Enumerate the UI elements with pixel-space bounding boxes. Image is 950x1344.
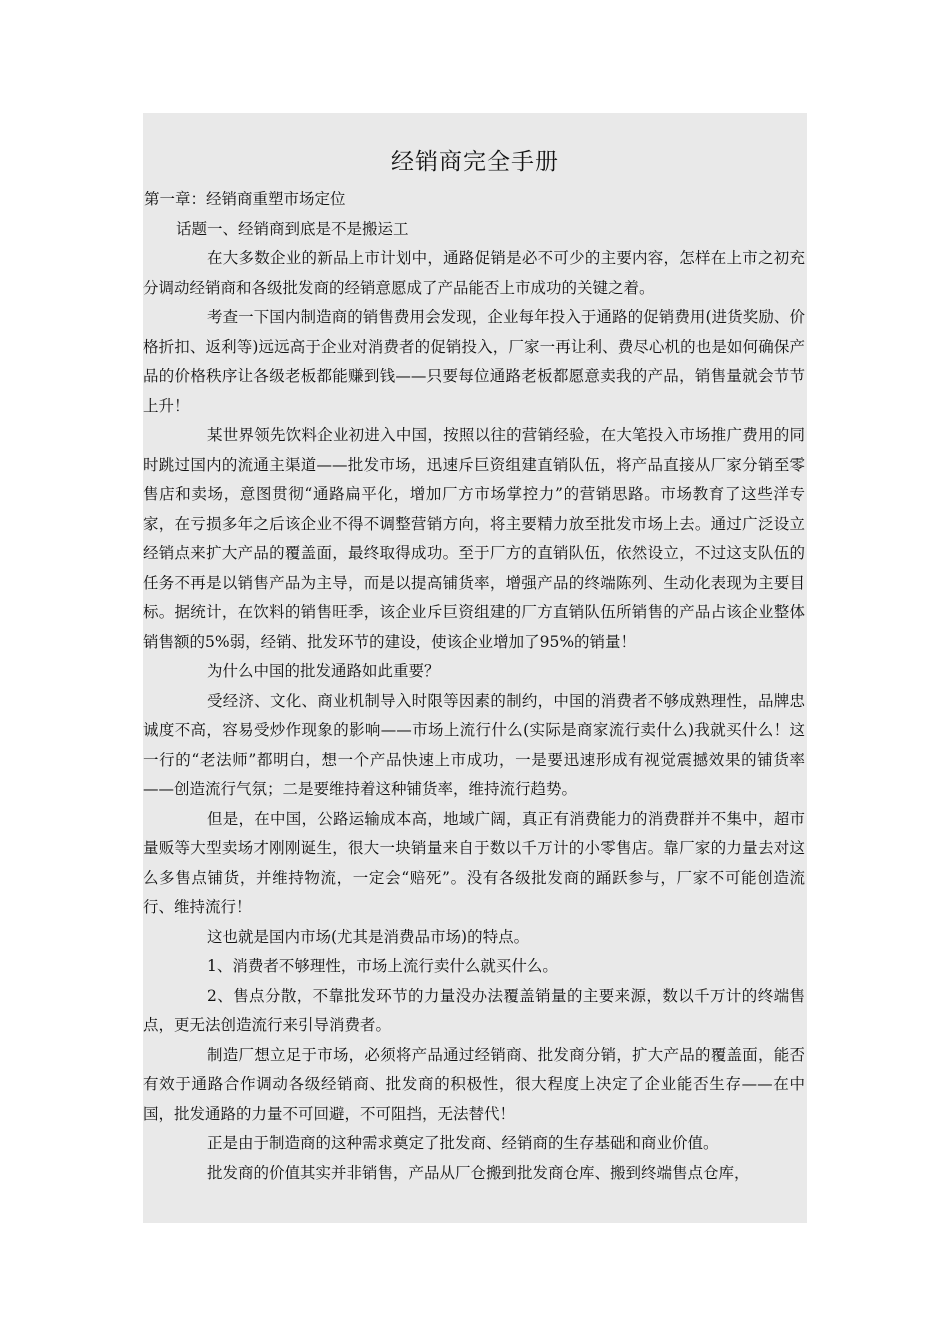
paragraph: 2、售点分散，不靠批发环节的力量没办法覆盖销量的主要来源，数以千万计的终端售点，更无法创造流行来引导消费者。 bbox=[143, 986, 805, 1034]
paragraph: 为什么中国的批发通路如此重要？ bbox=[207, 662, 440, 680]
paragraph: 1、消费者不够理性，市场上流行卖什么就买什么。 bbox=[207, 957, 558, 975]
paragraph: 考查一下国内制造商的销售费用会发现，企业每年投入于通路的促销费用(进货奖励、价格折扣、返利等)远远高于企业对消费者的促销投入，厂家一再让利、费尽心机的也是如何确保产品的价格秩序让各级老板都能赚到钱——只要每位通路老板都愿意卖我的产品，销售量就会节节上升！ bbox=[143, 308, 805, 415]
document-page bbox=[143, 113, 807, 1223]
paragraph: 某世界领先饮料企业初进入中国，按照以往的营销经验，在大笔投入市场推广费用的同时跳过国内的流通主渠道——批发市场，迅速斥巨资组建直销队伍，将产品直接从厂家分销至零售店和卖场，意图贯彻“通路扁平化，增加厂方市场掌控力”的营销思路。市场教育了这些洋专家，在亏损多年之后该企业不得不调整营销方向，将主要精力放至批发市场上去。通过广泛设立经销点来扩大产品的覆盖面，最终取得成功。至于厂方的直销队伍，依然设立，不过这支队伍的任务不再是以销售产品为主导，而是以提高铺货率，增强产品的终端陈列、生动化表现为主要目标。据统计，在饮料的销售旺季，该企业斥巨资组建的厂方直销队伍所销售的产品占该企业整体销售额的5%弱，经销、批发环节的建设，使该企业增加了95%的销量！ bbox=[143, 426, 805, 651]
paragraph: 制造厂想立足于市场，必须将产品通过经销商、批发商分销，扩大产品的覆盖面，能否有效于通路合作调动各级经销商、批发商的积极性，很大程度上决定了企业能否生存——在中国，批发通路的力量不可回避，不可阻挡，无法替代！ bbox=[143, 1045, 805, 1123]
paragraph: 这也就是国内市场(尤其是消费品市场)的特点。 bbox=[207, 927, 530, 946]
paragraph: 批发商的价值其实并非销售，产品从厂仓搬到批发商仓库、搬到终端售点仓库， bbox=[207, 1163, 750, 1182]
paragraph: 在大多数企业的新品上市计划中，通路促销是必不可少的主要内容，怎样在上市之初充分调动经销商和各级批发商的经销意愿成了产品能否上市成功的关键之着。 bbox=[143, 249, 805, 297]
paragraph: 正是由于制造商的这种需求奠定了批发商、经销商的生存基础和商业价值。 bbox=[207, 1134, 719, 1152]
paragraph: 但是，在中国，公路运输成本高，地域广阔，真正有消费能力的消费群并不集中，超市量贩等大型卖场才刚刚诞生，很大一块销量来自于数以千万计的小零售店。靠厂家的力量去对这么多售点铺货，并维持物流，一定会“赔死”。没有各级批发商的踊跃参与，厂家不可能创造流行、维持流行！ bbox=[143, 809, 805, 916]
topic-heading: 话题一、经销商到底是不是搬运工 bbox=[176, 220, 409, 238]
chapter-heading: 第一章：经销商重塑市场定位 bbox=[144, 190, 346, 208]
document-title: 经销商完全手册 bbox=[391, 149, 559, 175]
paragraph: 受经济、文化、商业机制导入时限等因素的制约，中国的消费者不够成熟理性，品牌忠诚度不高，容易受炒作现象的影响——市场上流行什么(实际是商家流行卖什么)我就买什么！这一行的“老法师”都明白，想一个产品快速上市成功，一是要迅速形成有视觉震撼效果的铺货率——创造流行气氛；二是要维持着这种铺货率，维持流行趋势。 bbox=[143, 691, 805, 798]
